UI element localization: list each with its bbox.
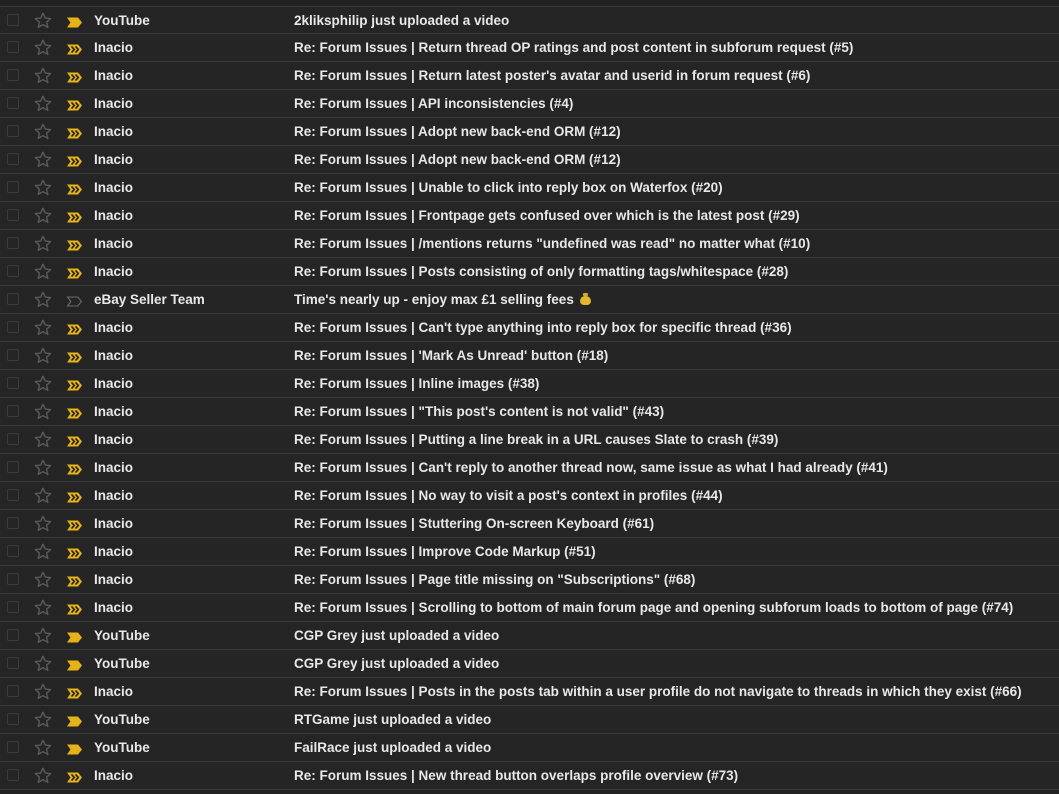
email-subject: Re: Forum Issues | 'Mark As Unread' button (#18) xyxy=(294,348,609,363)
importance-marker-icon[interactable] xyxy=(66,98,83,109)
email-subject: Re: Forum Issues | Unable to click into reply box on Waterfox (#20) xyxy=(294,180,723,195)
email-sender: Inacio xyxy=(94,180,134,195)
email-subject-container xyxy=(294,712,491,727)
select-checkbox[interactable] xyxy=(7,293,19,305)
select-checkbox[interactable] xyxy=(7,97,19,109)
select-checkbox[interactable] xyxy=(7,41,19,53)
importance-marker-icon[interactable] xyxy=(66,182,83,193)
email-row[interactable] xyxy=(0,706,1059,734)
star-icon[interactable] xyxy=(34,599,52,616)
email-sender: Inacio xyxy=(94,572,134,587)
email-row[interactable] xyxy=(0,90,1059,118)
email-subject-container xyxy=(294,40,853,55)
email-subject: Re: Forum Issues | Adopt new back-end ORM (#12) xyxy=(294,124,621,139)
importance-marker-icon[interactable] xyxy=(66,602,83,613)
email-sender: Inacio xyxy=(94,600,134,615)
email-subject-container xyxy=(294,656,499,671)
importance-marker-icon[interactable] xyxy=(66,154,83,165)
email-sender: Inacio xyxy=(94,320,134,335)
email-subject: Re: Forum Issues | API inconsistencies (#4) xyxy=(294,96,574,111)
email-subject-container xyxy=(294,180,723,195)
star-icon[interactable] xyxy=(34,459,52,476)
email-row[interactable] xyxy=(0,202,1059,230)
email-list xyxy=(0,6,1059,790)
email-sender: Inacio xyxy=(94,236,134,251)
importance-marker-icon[interactable] xyxy=(66,406,83,417)
email-subject: Re: Forum Issues | Return latest poster's avatar and userid in forum request (#6) xyxy=(294,68,811,83)
importance-marker-icon[interactable] xyxy=(66,238,83,249)
star-icon[interactable] xyxy=(34,683,52,700)
select-checkbox[interactable] xyxy=(7,573,19,585)
importance-marker-icon[interactable] xyxy=(66,546,83,557)
star-icon[interactable] xyxy=(34,291,52,308)
star-icon[interactable] xyxy=(34,67,52,84)
email-subject: Re: Forum Issues | No way to visit a post's context in profiles (#44) xyxy=(294,488,723,503)
email-row[interactable] xyxy=(0,174,1059,202)
email-subject-container xyxy=(294,460,888,475)
email-subject-container xyxy=(294,516,654,531)
select-checkbox[interactable] xyxy=(7,125,19,137)
importance-marker-icon[interactable] xyxy=(66,70,83,81)
email-row[interactable] xyxy=(0,454,1059,482)
star-icon[interactable] xyxy=(34,627,52,644)
email-row[interactable] xyxy=(0,146,1059,174)
email-row[interactable] xyxy=(0,230,1059,258)
importance-marker-icon[interactable] xyxy=(66,518,83,529)
star-icon[interactable] xyxy=(34,571,52,588)
email-row[interactable] xyxy=(0,286,1059,314)
select-checkbox[interactable] xyxy=(7,153,19,165)
select-checkbox[interactable] xyxy=(7,741,19,753)
email-subject: Re: Forum Issues | Scrolling to bottom of main forum page and opening subforum loads to bottom of page (#74) xyxy=(294,600,1014,615)
select-checkbox[interactable] xyxy=(7,237,19,249)
email-sender: Inacio xyxy=(94,348,134,363)
select-checkbox[interactable] xyxy=(7,517,19,529)
importance-marker-icon[interactable] xyxy=(66,434,83,445)
star-icon[interactable] xyxy=(34,207,52,224)
email-sender: Inacio xyxy=(94,768,134,783)
select-checkbox[interactable] xyxy=(7,657,19,669)
email-sender: YouTube xyxy=(94,740,150,755)
star-icon[interactable] xyxy=(34,487,52,504)
email-sender: Inacio xyxy=(94,376,134,391)
select-checkbox[interactable] xyxy=(7,489,19,501)
importance-marker-icon[interactable] xyxy=(66,686,83,697)
email-subject-container xyxy=(294,376,539,391)
email-subject: Time's nearly up - enjoy max £1 selling fees xyxy=(294,292,574,307)
email-subject-container xyxy=(294,124,621,139)
star-icon[interactable] xyxy=(34,403,52,420)
select-checkbox[interactable] xyxy=(7,685,19,697)
star-icon[interactable] xyxy=(34,123,52,140)
email-row[interactable] xyxy=(0,650,1059,678)
email-row[interactable] xyxy=(0,678,1059,706)
select-checkbox[interactable] xyxy=(7,545,19,557)
email-subject: Re: Forum Issues | "This post's content is not valid" (#43) xyxy=(294,404,665,419)
star-icon[interactable] xyxy=(34,95,52,112)
star-icon[interactable] xyxy=(34,347,52,364)
email-subject: CGP Grey just uploaded a video xyxy=(294,628,500,643)
email-row[interactable] xyxy=(0,566,1059,594)
email-subject: Re: Forum Issues | Return thread OP ratings and post content in subforum request (#5) xyxy=(294,40,854,55)
email-subject: Re: Forum Issues | Page title missing on "Subscriptions" (#68) xyxy=(294,572,696,587)
star-icon[interactable] xyxy=(34,739,52,756)
email-subject-container xyxy=(294,740,491,755)
email-row[interactable] xyxy=(0,426,1059,454)
importance-marker-icon[interactable] xyxy=(66,714,83,725)
select-checkbox[interactable] xyxy=(7,377,19,389)
star-icon[interactable] xyxy=(34,39,52,56)
email-row[interactable] xyxy=(0,510,1059,538)
email-subject-container xyxy=(294,236,810,251)
email-sender: YouTube xyxy=(94,712,150,727)
email-subject-container xyxy=(294,96,573,111)
email-subject-container xyxy=(294,684,1022,699)
importance-marker-icon[interactable] xyxy=(66,378,83,389)
email-subject: Re: Forum Issues | New thread button overlaps profile overview (#73) xyxy=(294,768,739,783)
email-subject-container xyxy=(294,544,596,559)
select-checkbox[interactable] xyxy=(7,433,19,445)
email-subject: Re: Forum Issues | Can't reply to another thread now, same issue as what I had already (#41) xyxy=(294,460,888,475)
select-checkbox[interactable] xyxy=(7,349,19,361)
email-row[interactable] xyxy=(0,538,1059,566)
email-sender: Inacio xyxy=(94,516,134,531)
email-subject: Re: Forum Issues | Frontpage gets confused over which is the latest post (#29) xyxy=(294,208,800,223)
email-subject-container xyxy=(294,13,509,28)
select-checkbox[interactable] xyxy=(7,629,19,641)
select-checkbox[interactable] xyxy=(7,321,19,333)
importance-marker-icon[interactable] xyxy=(66,210,83,221)
star-icon[interactable] xyxy=(34,655,52,672)
importance-marker-icon[interactable] xyxy=(66,742,83,753)
email-subject-container xyxy=(294,628,499,643)
select-checkbox[interactable] xyxy=(7,69,19,81)
email-subject-container xyxy=(294,152,621,167)
email-sender: Inacio xyxy=(94,488,134,503)
email-subject-container xyxy=(294,572,695,587)
select-checkbox[interactable] xyxy=(7,405,19,417)
select-checkbox[interactable] xyxy=(7,181,19,193)
email-row[interactable] xyxy=(0,314,1059,342)
email-subject: Re: Forum Issues | Stuttering On-screen Keyboard (#61) xyxy=(294,516,655,531)
importance-marker-icon[interactable] xyxy=(66,490,83,501)
star-icon[interactable] xyxy=(34,711,52,728)
star-icon[interactable] xyxy=(34,375,52,392)
email-row[interactable] xyxy=(0,762,1059,790)
email-row[interactable] xyxy=(0,6,1059,34)
email-sender: Inacio xyxy=(94,152,134,167)
email-subject: Re: Forum Issues | Improve Code Markup (#51) xyxy=(294,544,596,559)
importance-marker-icon[interactable] xyxy=(66,350,83,361)
email-sender: YouTube xyxy=(94,628,150,643)
email-row[interactable] xyxy=(0,342,1059,370)
star-icon[interactable] xyxy=(34,151,52,168)
importance-marker-icon[interactable] xyxy=(66,15,83,26)
email-sender: Inacio xyxy=(94,96,134,111)
importance-marker-icon[interactable] xyxy=(66,322,83,333)
email-subject-container xyxy=(294,600,1013,615)
email-sender: Inacio xyxy=(94,460,134,475)
email-subject: FailRace just uploaded a video xyxy=(294,740,492,755)
email-sender: YouTube xyxy=(94,656,150,671)
email-row[interactable] xyxy=(0,258,1059,286)
importance-marker-icon[interactable] xyxy=(66,462,83,473)
email-subject: Re: Forum Issues | Inline images (#38) xyxy=(294,376,540,391)
select-checkbox[interactable] xyxy=(7,769,19,781)
email-row[interactable] xyxy=(0,118,1059,146)
email-subject-container xyxy=(294,404,664,419)
email-subject-container xyxy=(294,320,792,335)
star-icon[interactable] xyxy=(34,235,52,252)
importance-marker-icon[interactable] xyxy=(66,630,83,641)
importance-marker-outline-icon[interactable] xyxy=(66,294,83,305)
star-icon[interactable] xyxy=(34,12,52,29)
email-subject: Re: Forum Issues | Can't type anything into reply box for specific thread (#36) xyxy=(294,320,792,335)
email-sender: Inacio xyxy=(94,40,134,55)
star-icon[interactable] xyxy=(34,515,52,532)
importance-marker-icon[interactable] xyxy=(66,574,83,585)
email-sender: Inacio xyxy=(94,208,134,223)
email-row[interactable] xyxy=(0,34,1059,62)
email-subject-container xyxy=(294,768,738,783)
select-checkbox[interactable] xyxy=(7,209,19,221)
email-subject: Re: Forum Issues | Putting a line break in a URL causes Slate to crash (#39) xyxy=(294,432,779,447)
email-subject-container xyxy=(294,208,800,223)
importance-marker-icon[interactable] xyxy=(66,126,83,137)
email-sender: Inacio xyxy=(94,544,134,559)
email-sender: eBay Seller Team xyxy=(94,292,205,307)
email-row[interactable] xyxy=(0,62,1059,90)
email-sender: Inacio xyxy=(94,684,134,699)
email-subject: Re: Forum Issues | /mentions returns "undefined was read" no matter what (#10) xyxy=(294,236,811,251)
email-subject-container xyxy=(294,488,723,503)
email-subject-container xyxy=(294,348,608,363)
email-subject: 2kliksphilip just uploaded a video xyxy=(294,13,510,28)
email-subject-container xyxy=(294,264,788,279)
importance-marker-icon[interactable] xyxy=(66,658,83,669)
importance-marker-icon[interactable] xyxy=(66,266,83,277)
select-checkbox[interactable] xyxy=(7,601,19,613)
email-subject: CGP Grey just uploaded a video xyxy=(294,656,500,671)
email-subject: Re: Forum Issues | Adopt new back-end ORM (#12) xyxy=(294,152,621,167)
email-subject-container xyxy=(294,432,778,447)
email-subject: RTGame just uploaded a video xyxy=(294,712,492,727)
email-row[interactable] xyxy=(0,398,1059,426)
email-sender: Inacio xyxy=(94,404,134,419)
email-sender: Inacio xyxy=(94,432,134,447)
email-subject: Re: Forum Issues | Posts consisting of only formatting tags/whitespace (#28) xyxy=(294,264,789,279)
email-row[interactable] xyxy=(0,734,1059,762)
star-icon[interactable] xyxy=(34,431,52,448)
money-bag-icon xyxy=(580,293,591,305)
email-row[interactable] xyxy=(0,370,1059,398)
select-checkbox[interactable] xyxy=(7,14,19,26)
email-subject-container xyxy=(294,68,810,83)
email-sender: YouTube xyxy=(94,13,150,28)
select-checkbox[interactable] xyxy=(7,461,19,473)
importance-marker-icon[interactable] xyxy=(66,770,83,781)
star-icon[interactable] xyxy=(34,319,52,336)
select-checkbox[interactable] xyxy=(7,265,19,277)
email-row[interactable] xyxy=(0,622,1059,650)
email-sender: Inacio xyxy=(94,264,134,279)
star-icon[interactable] xyxy=(34,179,52,196)
star-icon[interactable] xyxy=(34,263,52,280)
email-subject: Re: Forum Issues | Posts in the posts tab within a user profile do not navigate to threads in which they exist (#66) xyxy=(294,684,1022,699)
email-sender: Inacio xyxy=(94,68,134,83)
email-row[interactable] xyxy=(0,482,1059,510)
importance-marker-icon[interactable] xyxy=(66,42,83,53)
email-row[interactable] xyxy=(0,594,1059,622)
select-checkbox[interactable] xyxy=(7,713,19,725)
star-icon[interactable] xyxy=(34,543,52,560)
star-icon[interactable] xyxy=(34,767,52,784)
email-sender: Inacio xyxy=(94,124,134,139)
email-subject-container xyxy=(294,292,591,307)
